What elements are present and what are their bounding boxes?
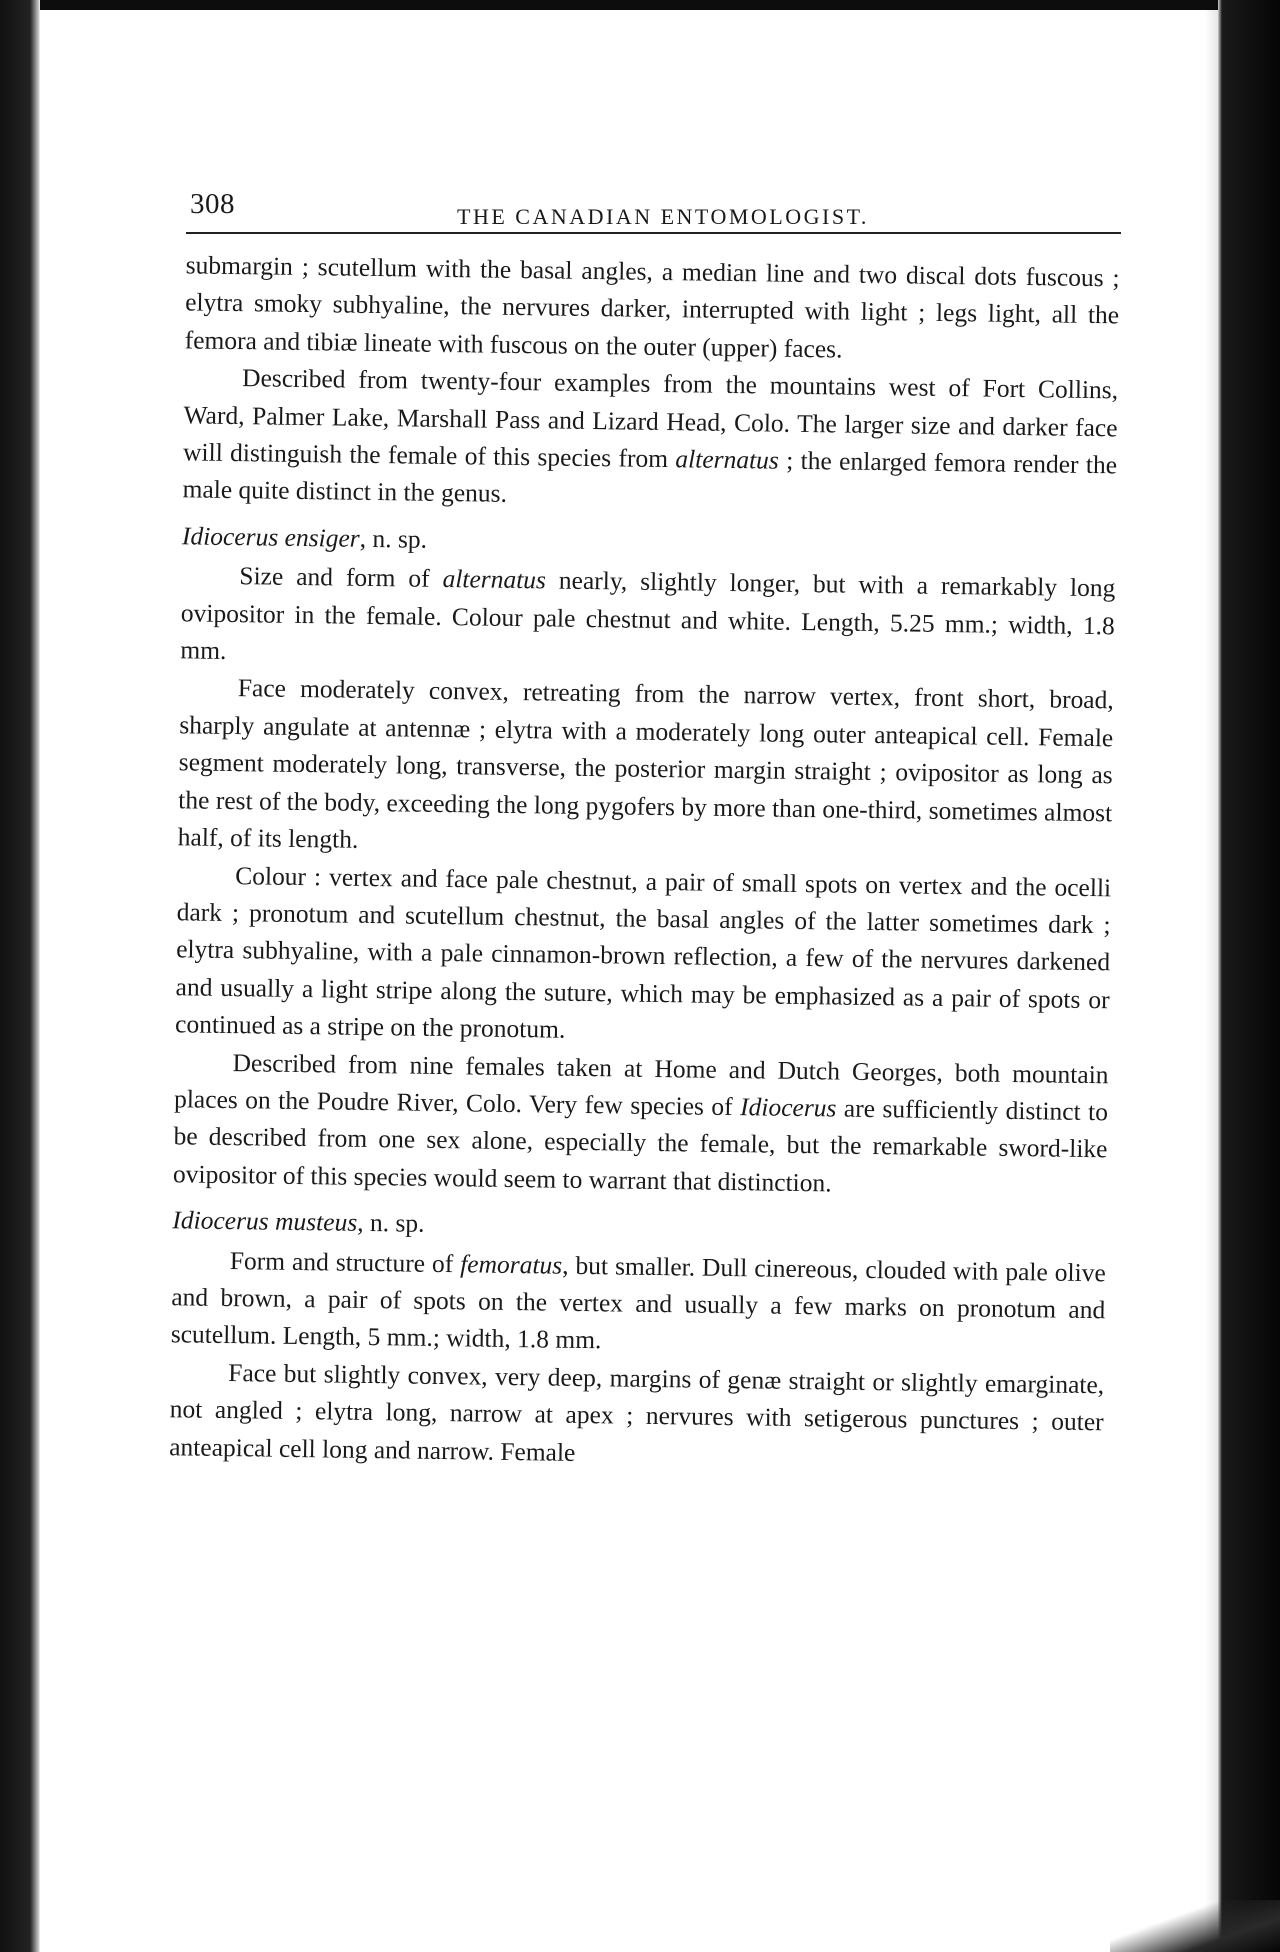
paragraph-text: Described from nine females taken at Home and Dutch Georges, both mountain places on the Poudre River, Colo. Very few species of <box>173 1047 1109 1122</box>
paragraph <box>177 669 1114 869</box>
scan-border-right <box>1218 0 1280 1952</box>
genus-name-italic: Idiocerus <box>739 1092 837 1123</box>
paragraph-text: submargin ; scutellum with the basal angles, a median line and two discal dots fuscous ; elytra smoky subhyaline, the nervures darker, interrupted with light ; legs light, all the femora and tibiæ lineate with fuscous on the outer (upper) faces. <box>184 250 1120 364</box>
scan-border-left <box>0 0 40 1952</box>
species-heading-suffix: , n. sp. <box>357 1207 425 1238</box>
paragraph <box>169 1353 1104 1478</box>
running-head <box>162 180 1120 232</box>
paragraph-text: ; the enlarged femora render the male quite distinct in the genus. <box>182 445 1118 509</box>
species-name-italic: Idiocerus musteus <box>172 1205 358 1237</box>
paragraph-text: , but smaller. Dull cinereous, clouded with pale olive and brown, a pair of spots on the vertex and usually a few marks on pronotum and scutellum. Length, 5 mm.; width, 1.8 mm. <box>170 1250 1106 1355</box>
species-heading-suffix: , n. sp. <box>359 523 428 554</box>
paragraph-text: Form and structure of <box>229 1245 461 1278</box>
species-name-italic: alternatus <box>442 564 547 595</box>
paragraph-text: Colour : vertex and face pale chestnut, a pair of small spots on vertex and the ocelli dark ; pronotum and scutellum chestnut, the basal angles of the latter sometimes dark ; elytra subhyaline, with a pale cinnamon-brown reflection, a few of the nervures darkened and usually a light stripe along the suture, which may be emphasized as a pair of spots or continued as a stripe on the pronotum. <box>174 860 1112 1044</box>
scan-border-bottom <box>1110 1900 1280 1952</box>
species-name-italic: alternatus <box>675 444 780 475</box>
body-text <box>145 246 1120 1478</box>
species-name-italic: femoratus <box>460 1248 563 1280</box>
journal-title: THE CANADIAN ENTOMOLOGIST. <box>457 204 869 229</box>
paragraph-text: Face but slightly convex, very deep, margins of genæ straight or slightly emarginate, not angled ; elytra long, narrow at apex ; nervures with setigerous punctures ; outer anteapical cell long and narrow. Female <box>169 1357 1105 1467</box>
species-name-italic: Idiocerus ensiger <box>181 521 360 553</box>
paragraph-text: Size and form of <box>239 561 443 594</box>
paragraph <box>182 359 1118 522</box>
paragraph <box>175 856 1112 1056</box>
scan-border-top <box>0 0 1280 10</box>
paragraph-text: Described from twenty-four examples from the mountains west of Fort Collins, Ward, Palmer Lake, Marshall Pass and Lizard Head, Colo. The larger size and darker face will distinguish the female of this species from <box>182 363 1119 474</box>
paragraph-text: nearly, slightly longer, but with a remarkably long ovipositor in the female. Colour pale chestnut and white. Length, 5.25 mm.; width, 1.8 mm. <box>180 565 1116 665</box>
paragraph <box>173 1043 1109 1206</box>
paragraph-continuation <box>184 246 1119 371</box>
scan-page-edge <box>1205 10 1218 1952</box>
paragraph-text: Face moderately convex, retreating from the narrow vertex, front short, broad, sharply angulate at antennæ ; elytra with a moderately long outer anteapical cell. Female segment moderately long, transverse, the posterior margin straight ; ovipositor as long as the rest of the body, exceeding the long pygofers by more than one-third, sometimes almost half, of its length. <box>177 673 1114 854</box>
page-number: 308 <box>190 188 235 220</box>
page <box>162 180 1120 1465</box>
paragraph-text: are sufficiently distinct to be described from one sex alone, especially the female, but the remarkable sword-like ovipositor of this species would seem to warrant that distinction. <box>172 1093 1109 1198</box>
paragraph <box>171 1241 1106 1366</box>
header-rule <box>186 232 1121 234</box>
paragraph <box>180 557 1115 682</box>
